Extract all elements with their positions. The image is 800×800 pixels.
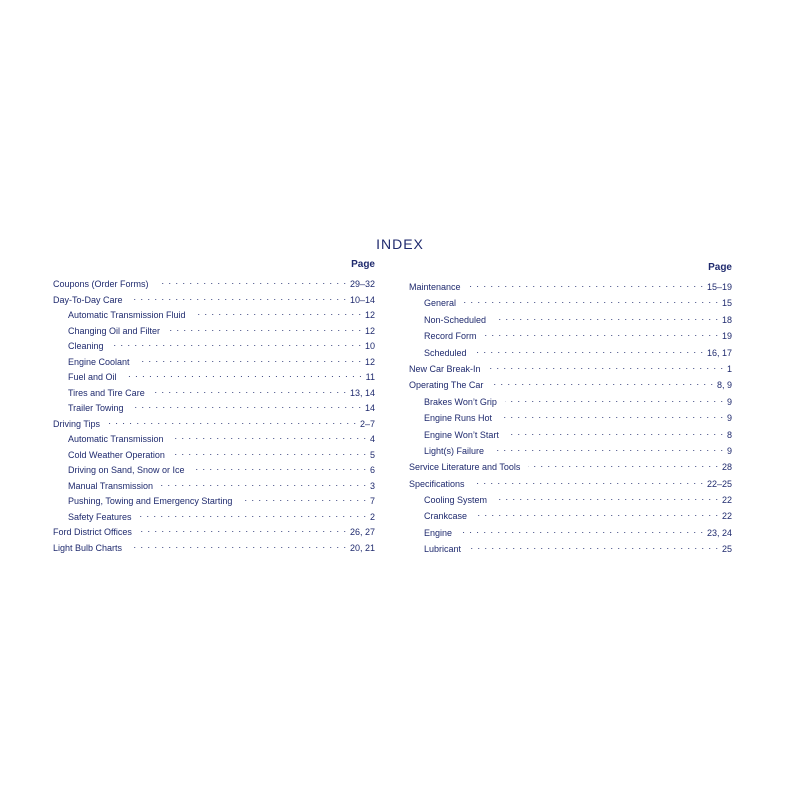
dot-leader bbox=[528, 461, 719, 470]
index-entry bbox=[53, 418, 375, 434]
entry-label: Automatic Transmission bbox=[68, 434, 164, 444]
dot-leader bbox=[138, 356, 362, 365]
index-subentry bbox=[409, 543, 732, 559]
dot-leader bbox=[194, 309, 362, 318]
dot-leader bbox=[505, 396, 724, 405]
index-subentry bbox=[409, 429, 732, 445]
entry-pages: 8, 9 bbox=[716, 380, 732, 391]
index-entries-right bbox=[409, 281, 732, 560]
index-subentry bbox=[409, 314, 732, 330]
entry-pages: 23, 24 bbox=[706, 527, 732, 538]
entry-label: Trailer Towing bbox=[68, 403, 124, 413]
dot-leader bbox=[130, 542, 347, 551]
entry-label: Light Bulb Charts bbox=[53, 542, 123, 553]
dot-leader bbox=[464, 297, 719, 306]
entry-pages: 19 bbox=[721, 331, 732, 342]
index-subentry bbox=[409, 510, 732, 526]
entry-pages: 2 bbox=[369, 511, 375, 522]
entry-pages: 7 bbox=[369, 496, 375, 506]
entry-label: Engine Coolant bbox=[68, 356, 130, 367]
entry-label: Cleaning bbox=[68, 341, 104, 351]
dot-leader bbox=[131, 294, 347, 303]
index-subentry bbox=[53, 387, 375, 403]
dot-leader bbox=[157, 278, 347, 287]
entry-pages: 20, 21 bbox=[349, 542, 375, 553]
index-subentry bbox=[53, 402, 375, 418]
index-subentry bbox=[53, 433, 375, 449]
dot-leader bbox=[507, 429, 724, 438]
entry-label: Driving Tips bbox=[53, 418, 101, 429]
dot-leader bbox=[485, 330, 719, 339]
dot-leader bbox=[172, 433, 367, 442]
dot-leader bbox=[125, 371, 363, 380]
entry-pages: 22 bbox=[721, 511, 732, 522]
entry-label: Engine bbox=[424, 527, 453, 538]
index-entry bbox=[53, 294, 375, 310]
entry-pages: 26, 27 bbox=[349, 527, 375, 537]
dot-leader bbox=[473, 478, 704, 487]
entry-pages: 9 bbox=[726, 396, 732, 407]
entry-pages: 25 bbox=[721, 544, 732, 555]
index-subentry bbox=[409, 494, 732, 510]
index-entry bbox=[409, 281, 732, 297]
entry-label: New Car Break-In bbox=[409, 363, 481, 374]
index-entries-left bbox=[53, 278, 375, 557]
index-subentry bbox=[53, 480, 375, 496]
dot-leader bbox=[492, 445, 724, 454]
page-column-heading-left: Page bbox=[351, 259, 375, 270]
entry-pages: 12 bbox=[364, 325, 375, 336]
entry-pages: 4 bbox=[369, 434, 375, 444]
dot-leader bbox=[475, 347, 704, 356]
entry-label: Specifications bbox=[409, 478, 465, 489]
index-title: INDEX bbox=[376, 236, 424, 252]
index-subentry bbox=[53, 511, 375, 527]
dot-leader bbox=[495, 494, 719, 503]
entry-pages: 18 bbox=[721, 314, 732, 325]
entry-label: Scheduled bbox=[424, 347, 467, 358]
dot-leader bbox=[193, 464, 367, 473]
index-subentry bbox=[409, 445, 732, 461]
index-entry bbox=[53, 526, 375, 542]
entry-label: Manual Transmission bbox=[68, 480, 154, 491]
dot-leader bbox=[140, 511, 367, 520]
entry-pages: 10 bbox=[364, 341, 375, 351]
entry-pages: 11 bbox=[365, 372, 375, 382]
dot-leader bbox=[173, 449, 367, 458]
index-subentry bbox=[53, 309, 375, 325]
entry-label: Service Literature and Tools bbox=[409, 462, 521, 473]
index-subentry bbox=[409, 527, 732, 543]
page-column-heading-right: Page bbox=[708, 262, 732, 273]
index-entry bbox=[409, 461, 732, 477]
index-entry bbox=[409, 379, 732, 395]
dot-leader bbox=[161, 480, 367, 489]
index-entry bbox=[53, 278, 375, 294]
entry-pages: 28 bbox=[721, 462, 732, 473]
entry-pages: 22–25 bbox=[706, 478, 732, 489]
entry-pages: 13, 14 bbox=[349, 387, 375, 398]
entry-pages: 9 bbox=[726, 413, 732, 424]
entry-pages: 12 bbox=[364, 356, 375, 367]
index-column-left bbox=[53, 258, 375, 557]
entry-label: Coupons (Order Forms) bbox=[53, 279, 149, 289]
dot-leader bbox=[469, 281, 704, 290]
entry-label: Engine Runs Hot bbox=[424, 413, 493, 424]
index-subentry bbox=[53, 325, 375, 341]
dot-leader bbox=[132, 402, 362, 411]
entry-label: Cooling System bbox=[424, 495, 488, 506]
entry-pages: 14 bbox=[364, 403, 375, 413]
entry-label: Ford District Offices bbox=[53, 527, 132, 537]
entry-pages: 5 bbox=[369, 449, 375, 460]
entry-pages: 1 bbox=[726, 363, 732, 374]
entry-pages: 6 bbox=[369, 465, 375, 475]
dot-leader bbox=[500, 412, 724, 421]
entry-pages: 8 bbox=[726, 429, 732, 440]
dot-leader bbox=[168, 325, 362, 334]
entry-label: Maintenance bbox=[409, 282, 461, 292]
index-entry bbox=[53, 542, 375, 558]
dot-leader bbox=[140, 526, 347, 535]
entry-label: Safety Features bbox=[68, 511, 132, 522]
entry-label: General bbox=[424, 298, 457, 309]
entry-label: Record Form bbox=[424, 331, 477, 342]
index-subentry bbox=[409, 347, 732, 363]
entry-label: Crankcase bbox=[424, 511, 468, 522]
entry-label: Driving on Sand, Snow or Ice bbox=[68, 465, 185, 475]
entry-pages: 9 bbox=[726, 445, 732, 456]
entry-label: Automatic Transmission Fluid bbox=[68, 310, 186, 320]
entry-label: Tires and Tire Care bbox=[68, 387, 145, 398]
entry-pages: 12 bbox=[364, 310, 375, 320]
index-subentry bbox=[53, 495, 375, 511]
index-subentry bbox=[53, 449, 375, 465]
index-subentry bbox=[409, 396, 732, 412]
index-subentry bbox=[53, 356, 375, 372]
entry-pages: 29–32 bbox=[349, 279, 375, 289]
entry-label: Cold Weather Operation bbox=[68, 449, 165, 460]
entry-label: Non-Scheduled bbox=[424, 314, 487, 325]
index-subentry bbox=[53, 371, 375, 387]
dot-leader bbox=[240, 495, 367, 504]
index-column-right bbox=[409, 261, 732, 560]
index-subentry bbox=[409, 297, 732, 313]
entry-label: Operating The Car bbox=[409, 380, 484, 391]
entry-label: Engine Won’t Start bbox=[424, 429, 499, 440]
dot-leader bbox=[153, 387, 347, 396]
entry-label: Light(s) Failure bbox=[424, 445, 485, 456]
dot-leader bbox=[475, 510, 719, 519]
entry-label: Brakes Won’t Grip bbox=[424, 396, 497, 407]
entry-pages: 15–19 bbox=[706, 282, 732, 292]
dot-leader bbox=[469, 543, 719, 552]
entry-pages: 16, 17 bbox=[706, 347, 732, 358]
entry-pages: 2–7 bbox=[359, 418, 375, 429]
dot-leader bbox=[460, 527, 704, 536]
entry-label: Changing Oil and Filter bbox=[68, 325, 161, 336]
dot-leader bbox=[491, 379, 714, 388]
index-subentry bbox=[409, 412, 732, 428]
entry-label: Lubricant bbox=[424, 544, 462, 555]
entry-label: Day-To-Day Care bbox=[53, 294, 123, 305]
entry-pages: 10–14 bbox=[349, 294, 375, 305]
index-subentry bbox=[409, 330, 732, 346]
dot-leader bbox=[108, 418, 357, 427]
entry-pages: 3 bbox=[369, 480, 375, 491]
index-entry bbox=[409, 478, 732, 494]
dot-leader bbox=[112, 340, 362, 349]
entry-label: Fuel and Oil bbox=[68, 372, 117, 382]
entry-label: Pushing, Towing and Emergency Starting bbox=[68, 496, 233, 506]
index-subentry bbox=[53, 464, 375, 480]
index-entry bbox=[409, 363, 732, 379]
dot-leader bbox=[494, 314, 719, 323]
dot-leader bbox=[489, 363, 724, 372]
entry-pages: 15 bbox=[721, 298, 732, 309]
index-subentry bbox=[53, 340, 375, 356]
entry-pages: 22 bbox=[721, 495, 732, 506]
